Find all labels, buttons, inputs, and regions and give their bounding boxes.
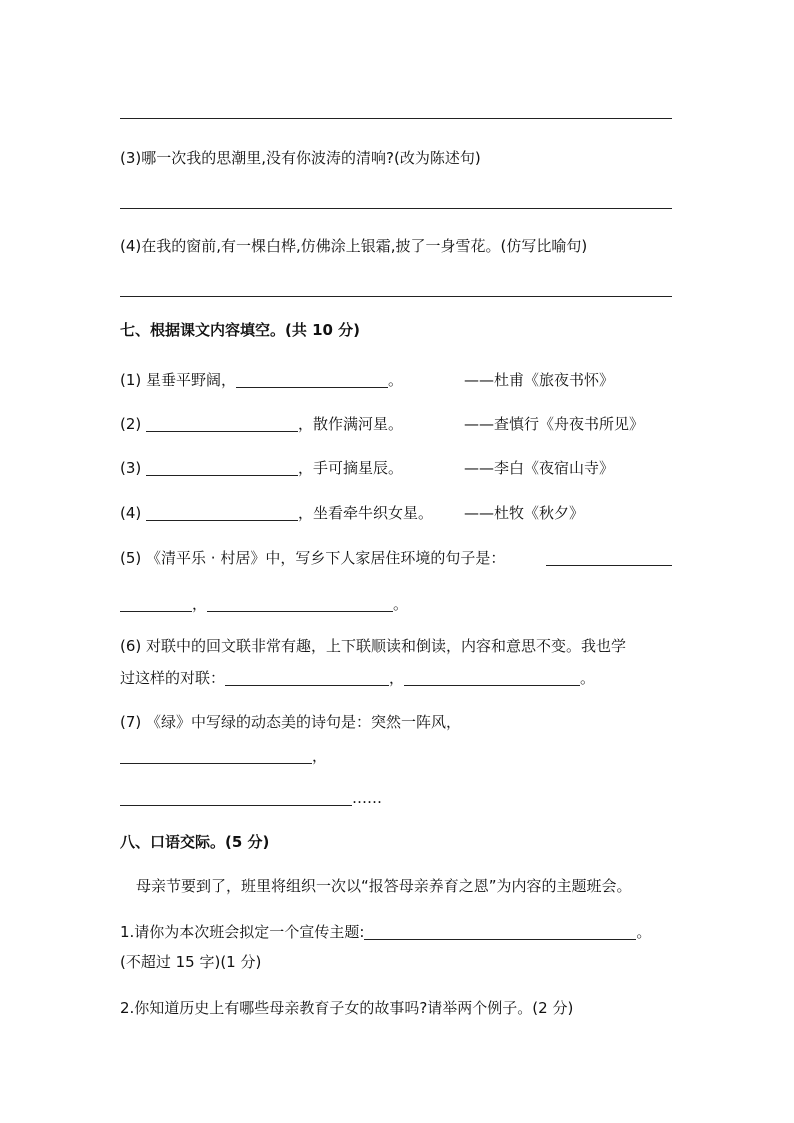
- item-number: (3): [120, 459, 142, 477]
- answer-blank[interactable]: [236, 373, 388, 388]
- fill-item-7-line-3: [120, 788, 382, 808]
- fill-item-7: (7) 《绿》中写绿的动态美的诗句是：突然一阵风，: [120, 713, 462, 731]
- item-text: ，散作满河星。: [298, 415, 404, 433]
- item-text: ，坐看牵牛织女星。: [298, 504, 434, 522]
- answer-line: [120, 296, 672, 297]
- item-text: 。: [393, 595, 409, 613]
- item-source: ——杜甫《旅夜书怀》: [464, 371, 615, 389]
- item-text: ……: [352, 789, 382, 807]
- answer-blank[interactable]: [120, 791, 352, 806]
- question-4: (4)在我的窗前,有一棵白桦,仿佛涂上银霜,披了一身雪花。(仿写比喻句): [120, 237, 588, 255]
- answer-blank[interactable]: [146, 417, 298, 432]
- fill-item-5: [120, 548, 505, 568]
- fill-item-6: (6) 对联中的回文联非常有趣，上下联顺读和倒读，内容和意思不变。我也学: [120, 637, 627, 655]
- section-8-intro: 母亲节要到了，班里将组织一次以“报答母亲养育之恩”为内容的主题班会。: [136, 877, 632, 895]
- fill-item-2: [120, 414, 403, 434]
- fill-item-1: [120, 370, 403, 390]
- fill-item-7-line-2: [120, 746, 327, 766]
- item-text: (5) 《清平乐 · 村居》中，写乡下人家居住环境的句子是：: [120, 549, 506, 567]
- fill-item-6-line-2: [120, 668, 595, 688]
- answer-line: [120, 208, 672, 209]
- item-text: ，: [312, 747, 328, 765]
- item-text: ，: [192, 595, 208, 613]
- answer-blank[interactable]: [146, 461, 298, 476]
- item-text: ，: [389, 669, 405, 687]
- item-text: 星垂平野阔，: [146, 371, 237, 389]
- item-text: 。: [636, 923, 652, 941]
- oral-question-2: 2.你知道历史上有哪些母亲教育子女的故事吗?请举两个例子。(2 分): [120, 999, 574, 1017]
- answer-blank[interactable]: [404, 671, 580, 686]
- answer-blank[interactable]: [146, 506, 298, 521]
- item-source: ——查慎行《舟夜书所见》: [464, 415, 645, 433]
- question-3: (3)哪一次我的思潮里,没有你波涛的清响?(改为陈述句): [120, 149, 481, 167]
- fill-item-5-line-2: [120, 594, 408, 614]
- fill-item-3: [120, 458, 403, 478]
- item-source: ——李白《夜宿山寺》: [464, 459, 615, 477]
- answer-blank[interactable]: [207, 597, 393, 612]
- oral-question-1-note: (不超过 15 字)(1 分): [120, 953, 262, 971]
- answer-blank[interactable]: [546, 551, 672, 566]
- section-8-title: 八、口语交际。(5 分): [120, 833, 270, 851]
- fill-item-4: [120, 503, 433, 523]
- answer-blank[interactable]: [120, 749, 312, 764]
- answer-blank[interactable]: [364, 925, 636, 940]
- answer-blank[interactable]: [225, 671, 389, 686]
- item-text: 。: [388, 371, 404, 389]
- answer-blank[interactable]: [120, 597, 192, 612]
- item-source: ——杜牧《秋夕》: [464, 504, 585, 522]
- item-text: ，手可摘星辰。: [298, 459, 404, 477]
- item-text: 1.请你为本次班会拟定一个宣传主题:: [120, 923, 365, 941]
- item-number: (1): [120, 371, 142, 389]
- item-number: (2): [120, 415, 142, 433]
- section-7-title: 七、根据课文内容填空。(共 10 分): [120, 321, 361, 339]
- oral-question-1: [120, 922, 651, 942]
- item-text: 过这样的对联：: [120, 669, 226, 687]
- item-number: (4): [120, 504, 142, 522]
- answer-line: [120, 118, 672, 119]
- item-text: 。: [580, 669, 596, 687]
